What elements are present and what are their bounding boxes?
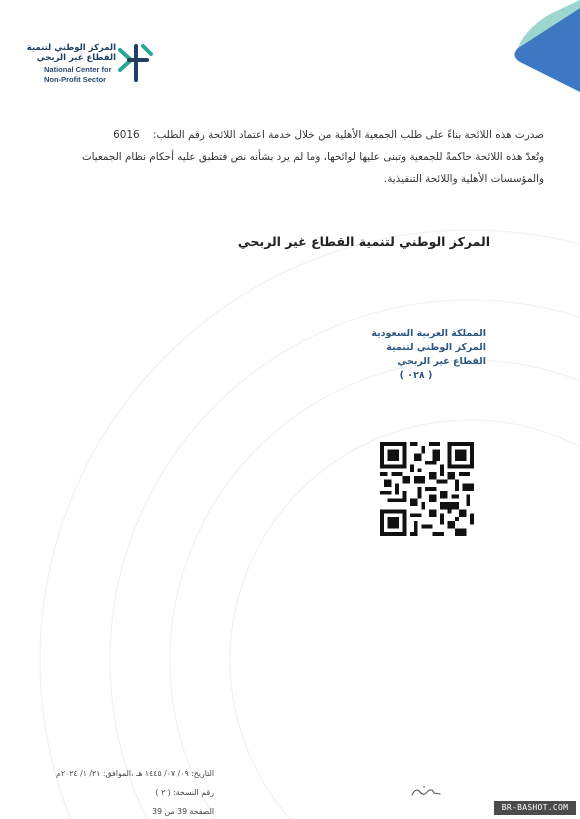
footer-version: رقم النسخة: ( ٢ ) bbox=[155, 788, 214, 797]
footer-date: التاريخ: ٠٩/ ٠٧/ ١٤٤٥ هـ ،الموافق: ٢١/ ١/ ٢٠٢٤م bbox=[56, 769, 214, 778]
qr-code bbox=[380, 442, 474, 536]
stamp-line-2: المركز الوطني لتنمية bbox=[386, 342, 486, 353]
logo-english-line2: Non-Profit Sector bbox=[44, 75, 107, 84]
statement-line-3: والمؤسسات الأهلية واللائحة التنفيذية. bbox=[383, 173, 544, 185]
corner-accent-shape bbox=[510, 0, 580, 95]
statement-line-2: وتُعدّ هذه اللائحة حاكمةً للجمعية وتبنى عليها لوائحها، وما لم يرد بشأنه نص فتطبق عليه أحكام نظام الجمعيات bbox=[81, 151, 544, 163]
official-stamp bbox=[346, 327, 486, 383]
issuer-heading: المركز الوطني لتنمية القطاع غير الربحي bbox=[237, 234, 490, 249]
ncnp-logo bbox=[26, 40, 164, 86]
logo-english-line1: National Center for bbox=[44, 65, 112, 74]
statement-line-1-text: صدرت هذه اللائحة بناءً على طلب الجمعية الأهلية من خلال خدمة اعتماد اللائحة رقم الطلب: bbox=[152, 129, 544, 141]
approval-statement bbox=[24, 124, 544, 190]
stamp-code: ( ٠٢٨ ) bbox=[399, 370, 433, 381]
ncnp-logo-icon bbox=[117, 40, 155, 84]
stamp-line-3: القطاع غير الربحي bbox=[397, 356, 486, 367]
stamp-line-1: المملكة العربية السعودية bbox=[371, 328, 486, 339]
logo-arabic-line2: القطاع غير الربحي bbox=[36, 53, 116, 63]
footer-page-number: الصفحة 39 من 39 bbox=[152, 807, 214, 816]
request-number: 6016 bbox=[113, 129, 140, 141]
document-footer bbox=[44, 764, 214, 819]
statement-line-1 bbox=[24, 124, 544, 146]
signature-mark bbox=[410, 783, 442, 799]
logo-arabic-line1: المركز الوطني لتنمية bbox=[26, 43, 116, 53]
site-watermark: BR-BASHOT.COM bbox=[494, 801, 576, 815]
